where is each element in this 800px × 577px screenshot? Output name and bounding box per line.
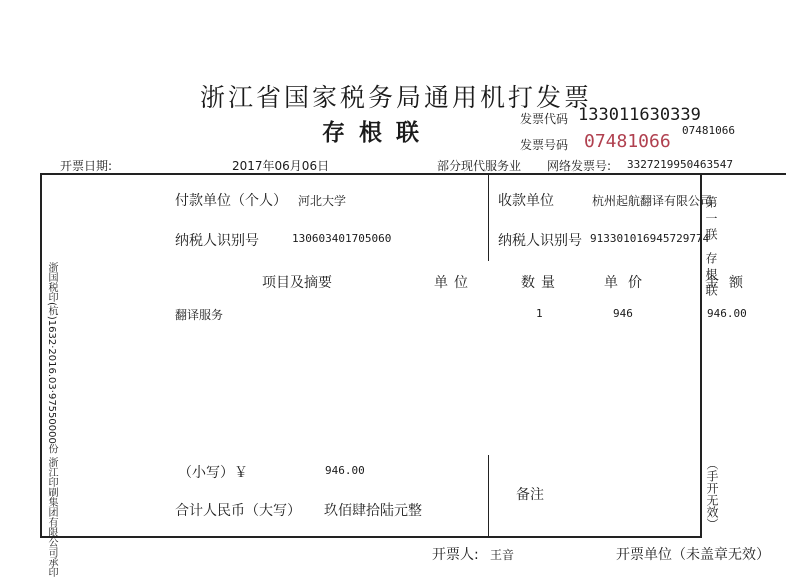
issuer-label: 开票人: [432, 547, 479, 563]
payee-name-label: 收款单位 [498, 193, 554, 209]
invoice-title: 浙江省国家税务局通用机打发票 [200, 83, 593, 112]
line-item-quantity: 1 [536, 307, 543, 320]
manual-void-note: （手开无效） [705, 458, 719, 530]
table-right-border [700, 173, 702, 538]
payer-payee-divider [488, 175, 489, 261]
column-header-unit: 单位 [434, 275, 474, 291]
issuer-name: 王音 [490, 548, 515, 562]
copy-label: 第一联 存根联 [704, 196, 718, 300]
printer-note: 浙国税印(杭)1632·2016.03·97550000份 浙江印刷集团有限公司承印 [46, 262, 57, 577]
issuer-unit-label: 开票单位（未盖章无效） [616, 547, 770, 563]
issue-date-label: 开票日期: [60, 159, 113, 173]
table-bottom-border [40, 536, 702, 538]
payee-tax-id: 913301016945729774 [590, 232, 710, 245]
table-left-border [40, 173, 42, 538]
invoice-number-small: 07481066 [682, 124, 735, 137]
payee-tax-id-label: 纳税人识别号 [498, 233, 582, 249]
issue-date: 2017年06月06日 [232, 159, 330, 173]
remarks-label: 备注 [516, 487, 544, 503]
payee-name: 杭州起航翻译有限公司 [592, 194, 713, 208]
invoice-number-label: 发票号码 [520, 138, 569, 152]
payer-name-label: 付款单位（个人） [175, 193, 287, 209]
column-header-unit-price: 单价 [604, 275, 652, 291]
table-top-border [40, 173, 786, 175]
invoice-number: 07481066 [584, 131, 671, 152]
payer-tax-id: 130603401705060 [292, 232, 392, 245]
invoice-subtitle: 存根联 [322, 119, 433, 146]
total-uppercase-label: 合计人民币（大写） [175, 503, 301, 519]
net-invoice-label: 网络发票号: [547, 159, 612, 173]
column-header-amount: 金额 [705, 275, 753, 291]
column-header-item: 项目及摘要 [262, 275, 332, 291]
total-uppercase-value: 玖佰肆拾陆元整 [324, 503, 422, 519]
line-item-unit-price: 946 [613, 307, 633, 320]
invoice-code: 133011630339 [578, 105, 701, 125]
payer-name: 河北大学 [298, 194, 347, 208]
remarks-divider [488, 455, 489, 537]
total-lowercase-value: 946.00 [325, 464, 365, 477]
invoice-code-label: 发票代码 [520, 112, 569, 126]
line-item-amount: 946.00 [707, 307, 747, 320]
column-header-quantity: 数量 [521, 275, 561, 291]
net-invoice-number: 3327219950463547 [627, 158, 733, 171]
industry: 部分现代服务业 [437, 159, 522, 173]
total-lowercase-label: （小写）￥ [178, 465, 248, 481]
line-item-name: 翻译服务 [175, 308, 224, 322]
payer-tax-id-label: 纳税人识别号 [175, 233, 259, 249]
